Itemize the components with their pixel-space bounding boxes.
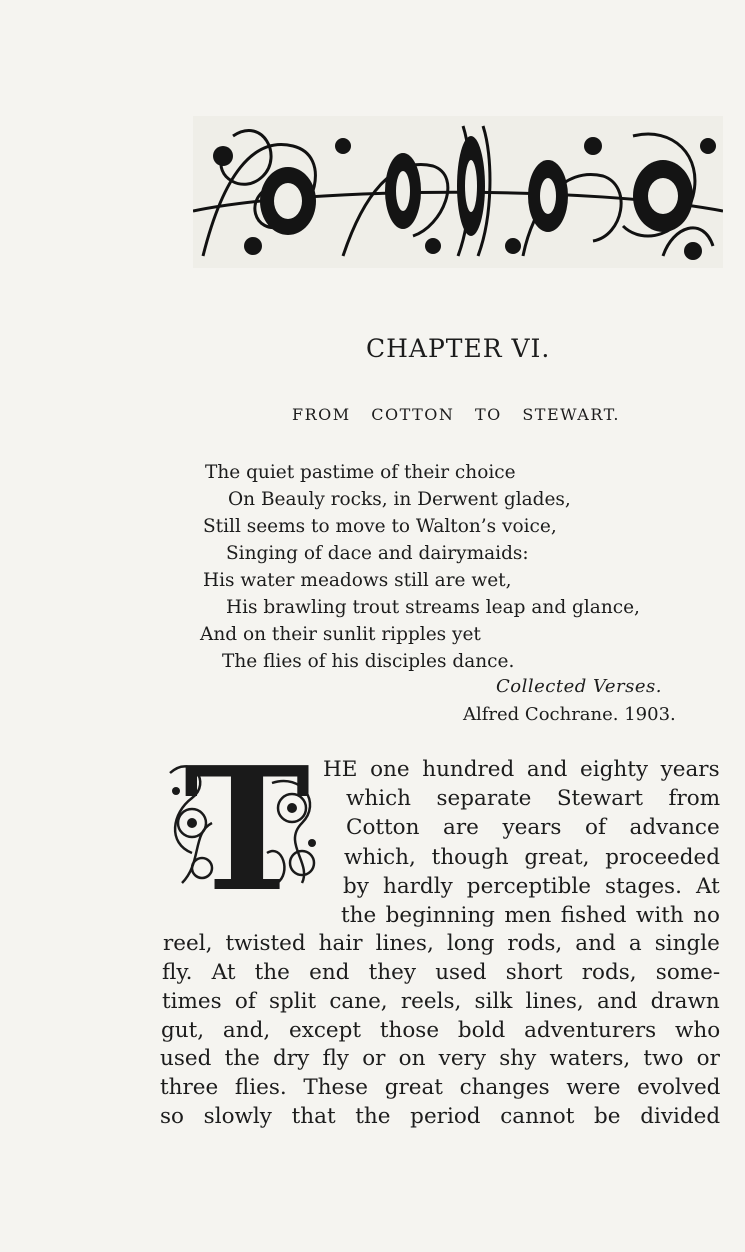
body-line: which, though great, proceeded: [344, 845, 721, 870]
poem-line: On Beauly rocks, in Derwent glades,: [228, 489, 571, 510]
chapter-title: CHAPTER VI.: [366, 334, 551, 363]
body-line: reel, twisted hair lines, long rods, and a single: [163, 931, 720, 956]
body-line: Cotton are years of advance: [346, 815, 720, 840]
poem-line: His brawling trout streams leap and glance,: [226, 597, 640, 618]
drop-cap-letter: T: [183, 753, 311, 895]
chapter-subtitle: FROM COTTON TO STEWART.: [292, 405, 620, 424]
body-line: which separate Stewart from: [346, 786, 721, 811]
poem-line: And on their sunlit ripples yet: [200, 624, 481, 645]
body-line: three flies. These great changes were evolved: [160, 1075, 721, 1100]
body-line: fly. At the end they used short rods, some-: [162, 960, 721, 985]
poem-line: The flies of his disciples dance.: [222, 651, 515, 672]
poem-line: Still seems to move to Walton’s voice,: [203, 516, 557, 537]
body-line: by hardly perceptible stages. At: [343, 874, 720, 899]
body-line: so slowly that the period cannot be divided: [160, 1104, 721, 1129]
drop-cap-ornament: [162, 753, 332, 895]
poem-line: His water meadows still are wet,: [203, 570, 512, 591]
headpiece-ornament: [193, 116, 723, 268]
poem-line: The quiet pastime of their choice: [205, 462, 516, 483]
body-line: HE one hundred and eighty years: [323, 757, 720, 782]
body-line: times of split cane, reels, silk lines, and drawn: [162, 989, 720, 1014]
body-line: gut, and, except those bold adventurers who: [161, 1018, 721, 1043]
body-line: the beginning men fished with no: [341, 903, 720, 928]
poem-line: Singing of dace and dairymaids:: [226, 543, 529, 564]
epigraph-source: Collected Verses.: [496, 676, 662, 697]
body-line: used the dry fly or on very shy waters, two or: [160, 1046, 720, 1071]
epigraph-author: Alfred Cochrane. 1903.: [463, 704, 676, 725]
